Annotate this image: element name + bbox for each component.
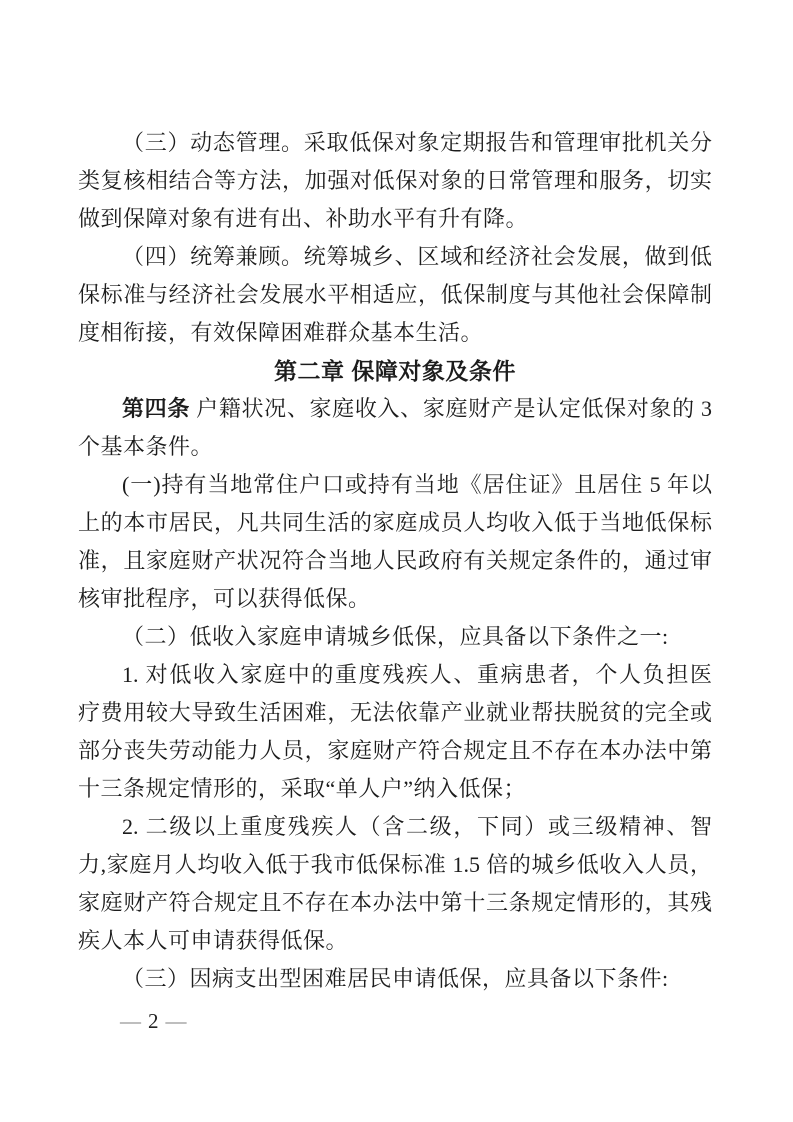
text-line: 核审批程序，可以获得低保。 bbox=[78, 586, 371, 611]
text-line: （三）因病支出型困难居民申请低保，应具备以下条件: bbox=[122, 966, 669, 991]
document-body bbox=[78, 124, 712, 998]
text-line: (一)持有当地常住户口或持有当地《居住证》且居住 5 年以 bbox=[122, 472, 712, 497]
page-number: 2 bbox=[148, 1009, 159, 1033]
text-line: （四）统筹兼顾。统筹城乡、区域和经济社会发展，做到低 bbox=[122, 244, 712, 269]
paragraph bbox=[78, 656, 712, 808]
text-line: 个基本条件。 bbox=[78, 434, 214, 459]
text-line: 十三条规定情形的，采取“单人户”纳入低保； bbox=[78, 776, 527, 801]
paragraph bbox=[78, 390, 712, 466]
paragraph bbox=[78, 618, 712, 656]
text-line: 保标准与经济社会发展水平相适应，低保制度与其他社会保障制 bbox=[78, 282, 712, 307]
paragraph bbox=[78, 466, 712, 618]
text-line: （三）动态管理。采取低保对象定期报告和管理审批机关分 bbox=[122, 130, 712, 155]
footer-dash-right: — bbox=[165, 1009, 187, 1033]
paragraph bbox=[78, 808, 712, 960]
paragraph bbox=[78, 124, 712, 238]
chapter-heading: 第二章 保障对象及条件 bbox=[274, 358, 516, 384]
page-footer bbox=[113, 1002, 194, 1040]
footer-dash-left: — bbox=[120, 1009, 141, 1033]
text-line: 疾人本人可申请获得低保。 bbox=[78, 928, 349, 953]
paragraph bbox=[78, 960, 712, 998]
text-line: （二）低收入家庭申请城乡低保，应具备以下条件之一: bbox=[122, 624, 669, 649]
text-line: 力,家庭月人均收入低于我市低保标准 1.5 倍的城乡低收入人员， bbox=[78, 852, 712, 877]
chapter-heading-paragraph bbox=[78, 352, 712, 390]
text-line: 做到保障对象有进有出、补助水平有升有降。 bbox=[78, 206, 529, 231]
text-line: 家庭财产符合规定且不存在本办法中第十三条规定情形的，其残 bbox=[78, 890, 712, 915]
text-line: 部分丧失劳动能力人员，家庭财产符合规定且不存在本办法中第 bbox=[78, 738, 712, 763]
text-line: 上的本市居民，凡共同生活的家庭成员人均收入低于当地低保标 bbox=[78, 510, 712, 535]
text-line: 度相衔接，有效保障困难群众基本生活。 bbox=[78, 320, 484, 345]
text-line: 准，且家庭财产状况符合当地人民政府有关规定条件的，通过审 bbox=[78, 548, 712, 573]
text-line: 1. 对低收入家庭中的重度残疾人、重病患者，个人负担医 bbox=[122, 662, 712, 687]
text-line: 第四条 户籍状况、家庭收入、家庭财产是认定低保对象的 3 bbox=[122, 396, 712, 421]
text-line: 类复核相结合等方法，加强对低保对象的日常管理和服务，切实 bbox=[78, 168, 712, 193]
article-number-bold: 第四条 bbox=[122, 396, 190, 421]
paragraph bbox=[78, 238, 712, 352]
text-line: 疗费用较大导致生活困难，无法依靠产业就业帮扶脱贫的完全或 bbox=[78, 700, 712, 725]
text-line: 2. 二级以上重度残疾人（含二级，下同）或三级精神、智 bbox=[122, 814, 712, 839]
